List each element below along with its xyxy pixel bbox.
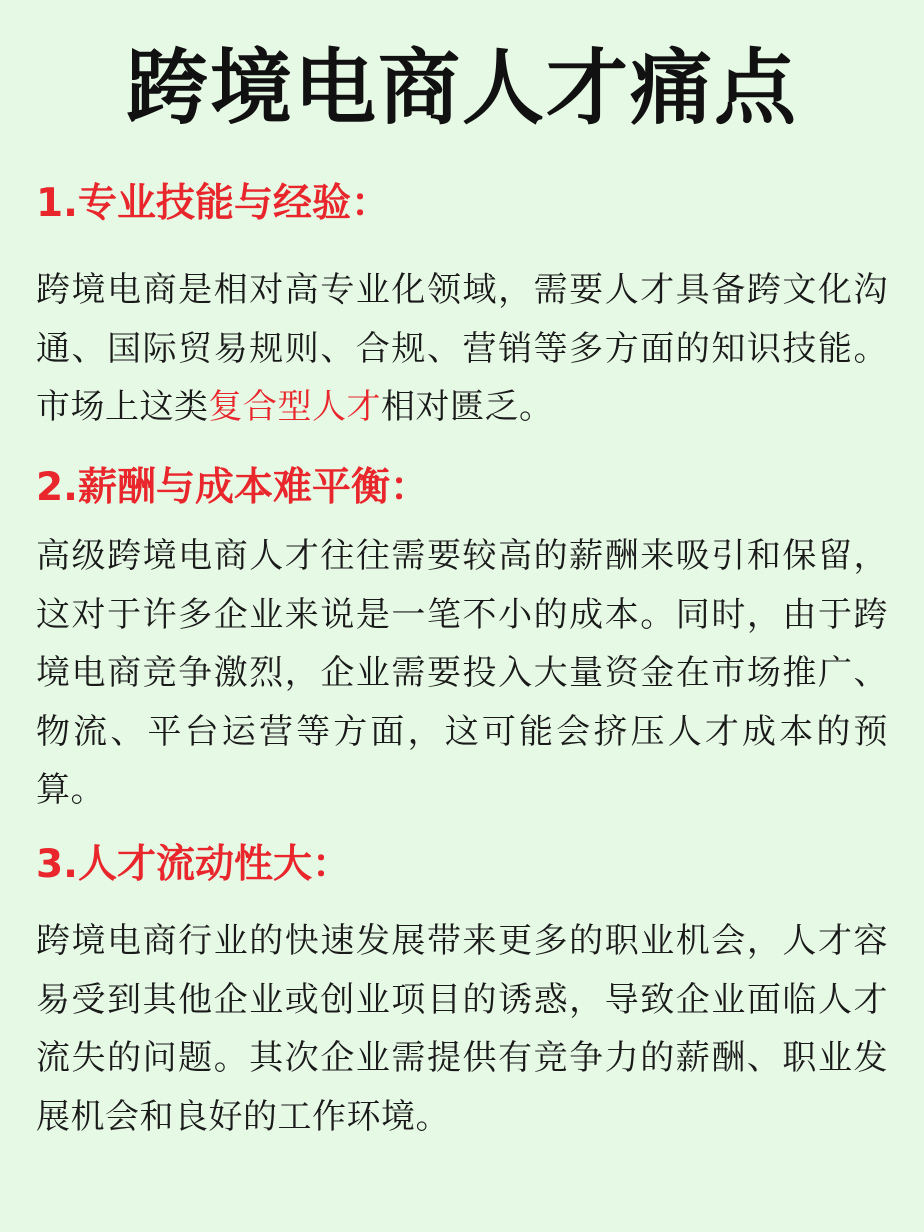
section-heading-skills: 1.专业技能与经验：	[36, 181, 390, 226]
section-paragraph-turnover: 跨境电商行业的快速发展带来更多的职业机会，人才容易受到其他企业或创业项目的诱惑，导致企业面临人才流失的问题。其次企业需提供有竞争力的薪酬、职业发展机会和良好的工作环境。	[36, 921, 888, 1137]
paragraph-text: 跨境电商是相对高专业化领域，需要人才具备跨文化沟通、国际贸易规则、合规、营销等多方面的知识技能。市场上这类	[36, 270, 888, 427]
section-heading-salary: 2.薪酬与成本难平衡：	[36, 465, 429, 510]
paragraph-text: 相对匮乏。	[381, 387, 554, 427]
section-heading-turnover: 3.人才流动性大：	[36, 842, 351, 887]
page-title: 跨境电商人才痛点	[125, 41, 798, 136]
section-paragraph-salary: 高级跨境电商人才往往需要较高的薪酬来吸引和保留，这对于许多企业来说是一笔不小的成本。同时，由于跨境电商竞争激烈，企业需要投入大量资金在市场推广、物流、平台运营等方面，这可能会挤压人才成本的预算。	[36, 536, 888, 810]
section-paragraph-skills	[36, 261, 888, 437]
highlight-text: 复合型人才	[208, 387, 381, 427]
